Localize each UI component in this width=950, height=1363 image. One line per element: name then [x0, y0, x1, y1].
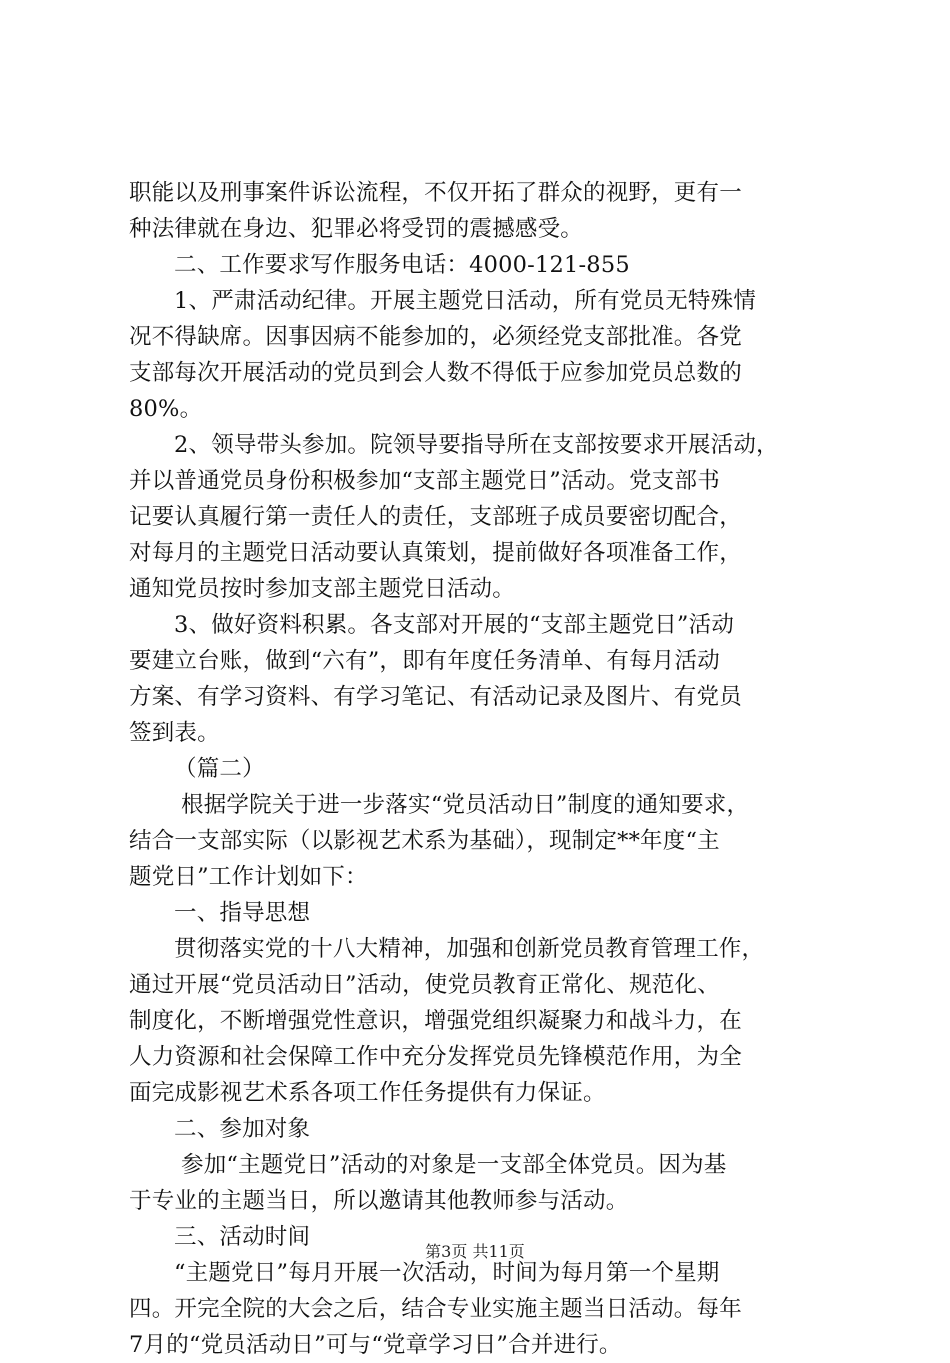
text-line: 职能以及刑事案件诉讼流程，不仅开拓了群众的视野，更有一: [129, 180, 742, 206]
text-line: 参加“主题党日”活动的对象是一支部全体党员。因为基: [181, 1152, 727, 1178]
text-line: 二、参加对象: [174, 1116, 311, 1142]
text-line: 要建立台账，做到“六有”，即有年度任务清单、有每月活动: [129, 648, 720, 674]
text-line: 一、指导思想: [174, 900, 311, 926]
text-line: 80%。: [129, 396, 203, 422]
text-line: 1、严肃活动纪律。开展主题党日活动，所有党员无特殊情: [174, 288, 757, 314]
text-line: 签到表。: [129, 720, 220, 746]
text-line: 记要认真履行第一责任人的责任，支部班子成员要密切配合，: [129, 504, 742, 530]
text-line: 3、做好资料积累。各支部对开展的“支部主题党日”活动: [174, 612, 735, 638]
text-line: “主题党日”每月开展一次活动，时间为每月第一个星期: [174, 1260, 720, 1286]
text-line: 支部每次开展活动的党员到会人数不得低于应参加党员总数的: [129, 360, 742, 386]
document-body: [129, 175, 834, 1363]
text-line: 面完成影视艺术系各项工作任务提供有力保证。: [129, 1080, 606, 1106]
text-line: 制度化，不断增强党性意识，增强党组织凝聚力和战斗力，在: [129, 1008, 742, 1034]
text-line: 结合一支部实际（以影视艺术系为基础），现制定**年度“主: [129, 828, 720, 854]
text-line: （篇二）: [174, 756, 265, 782]
text-line: 并以普通党员身份积极参加“支部主题党日”活动。党支部书: [129, 468, 720, 494]
text-line: 2、领导带头参加。院领导要指导所在支部按要求开展活动，: [174, 432, 779, 458]
text-line: 二、工作要求写作服务电话：4000-121-855: [174, 252, 630, 278]
text-line: 三、活动时间: [174, 1224, 311, 1250]
text-line: 人力资源和社会保障工作中充分发挥党员先锋模范作用，为全: [129, 1044, 742, 1070]
text-line: 通过开展“党员活动日”活动，使党员教育正常化、规范化、: [129, 972, 720, 998]
text-line: 7月的“党员活动日”可与“党章学习日”合并进行。: [129, 1332, 622, 1358]
text-line: 于专业的主题当日，所以邀请其他教师参与活动。: [129, 1188, 629, 1214]
text-line: 四。开完全院的大会之后，结合专业实施主题当日活动。每年: [129, 1296, 742, 1322]
text-line: 根据学院关于进一步落实“党员活动日”制度的通知要求，: [181, 792, 750, 818]
page-footer: 第3页 共11页: [425, 1242, 525, 1261]
text-line: 题党日”工作计划如下：: [129, 864, 368, 890]
text-line: 况不得缺席。因事因病不能参加的，必须经党支部批准。各党: [129, 324, 742, 350]
text-line: 种法律就在身边、犯罪必将受罚的震撼感受。: [129, 216, 584, 242]
text-line: 贯彻落实党的十八大精神，加强和创新党员教育管理工作，: [174, 936, 765, 962]
text-line: 通知党员按时参加支部主题党日活动。: [129, 576, 515, 602]
text-line: 对每月的主题党日活动要认真策划，提前做好各项准备工作，: [129, 540, 742, 566]
text-line: 方案、有学习资料、有学习笔记、有活动记录及图片、有党员: [129, 684, 742, 710]
